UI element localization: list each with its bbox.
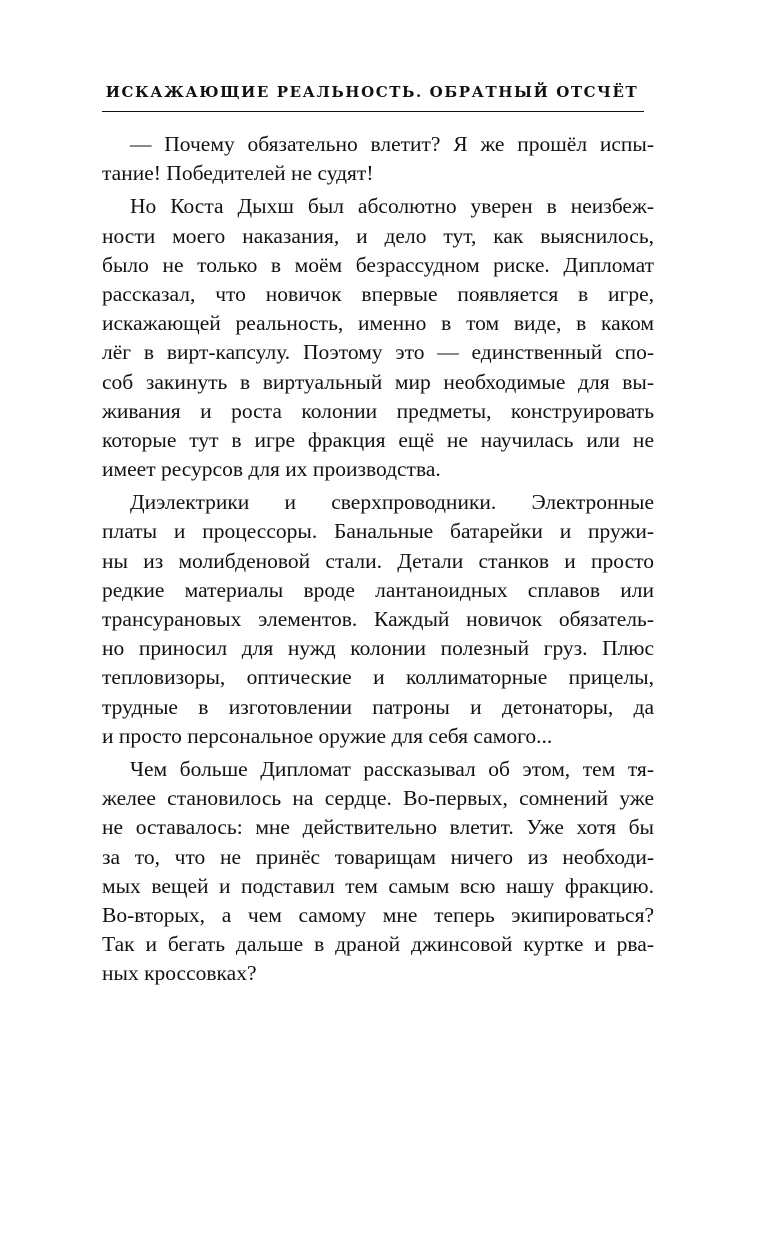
body-text: [102, 130, 654, 992]
text-line: но приносил для нужд колонии полезный груз. Плюс: [102, 636, 654, 661]
text-line: Так и бегать дальше в драной джинсовой куртке и рва-: [102, 932, 654, 957]
text-line: которые тут в игре фракция ещё не научилась или не: [102, 427, 654, 452]
text-line: желее становилось на сердце. Во-первых, сомнений уже: [102, 786, 654, 811]
text-line: ных кроссовках?: [102, 961, 257, 986]
paragraph-4: [102, 755, 654, 989]
text-line: трудные в изготовлении патроны и детонаторы, да: [102, 694, 654, 719]
paragraph-3: [102, 488, 654, 751]
text-line: тание! Победителей не судят!: [102, 161, 374, 186]
text-line: живания и роста колонии предметы, конструировать: [102, 398, 654, 423]
text-line: ны из молибденовой стали. Детали станков и просто: [102, 548, 654, 573]
text-line: ности моего наказания, и дело тут, как выяснилось,: [102, 223, 654, 248]
text-line: трансурановых элементов. Каждый новичок обязатель-: [102, 607, 654, 631]
text-line: не оставалось: мне действительно влетит. Уже хотя бы: [102, 815, 654, 840]
text-line: лёг в вирт-капсулу. Поэтому это — единственный спо-: [102, 340, 654, 365]
text-line: имеет ресурсов для их производства.: [102, 457, 441, 482]
text-line: искажающей реальность, именно в том виде, в каком: [102, 311, 654, 336]
text-line: было не только в моём безрассудном риске. Дипломат: [102, 252, 654, 277]
text-line: Диэлектрики и сверхпроводники. Электронные: [130, 490, 654, 515]
text-line: редкие материалы вроде лантаноидных сплавов или: [102, 577, 654, 602]
text-line: за то, что не принёс товарищам ничего из необходи-: [102, 844, 654, 869]
text-line: — Почему обязательно влетит? Я же прошёл испы-: [130, 132, 654, 156]
text-line: и просто персональное оружие для себя самого...: [102, 723, 553, 748]
text-line: платы и процессоры. Банальные батарейки и пружи-: [102, 519, 654, 544]
text-line: мых вещей и подставил тем самым всю нашу фракцию.: [102, 873, 654, 898]
paragraph-1: [102, 130, 654, 188]
text-line: рассказал, что новичок впервые появляется в игре,: [102, 281, 654, 306]
text-line: Но Коста Дыхш был абсолютно уверен в неизбеж-: [130, 194, 654, 219]
text-line: Чем больше Дипломат рассказывал об этом, тем тя-: [130, 756, 654, 781]
text-line: тепловизоры, оптические и коллиматорные прицелы,: [102, 665, 654, 690]
running-head: ИСКАЖАЮЩИЕ РЕАЛЬНОСТЬ. ОБРАТНЫЙ ОТСЧЁТ: [105, 83, 639, 101]
paragraph-2: [102, 192, 654, 484]
header-rule: [102, 111, 644, 112]
text-line: соб закинуть в виртуальный мир необходимые для вы-: [102, 369, 654, 394]
text-line: Во-вторых, а чем самому мне теперь экипироваться?: [102, 902, 654, 927]
